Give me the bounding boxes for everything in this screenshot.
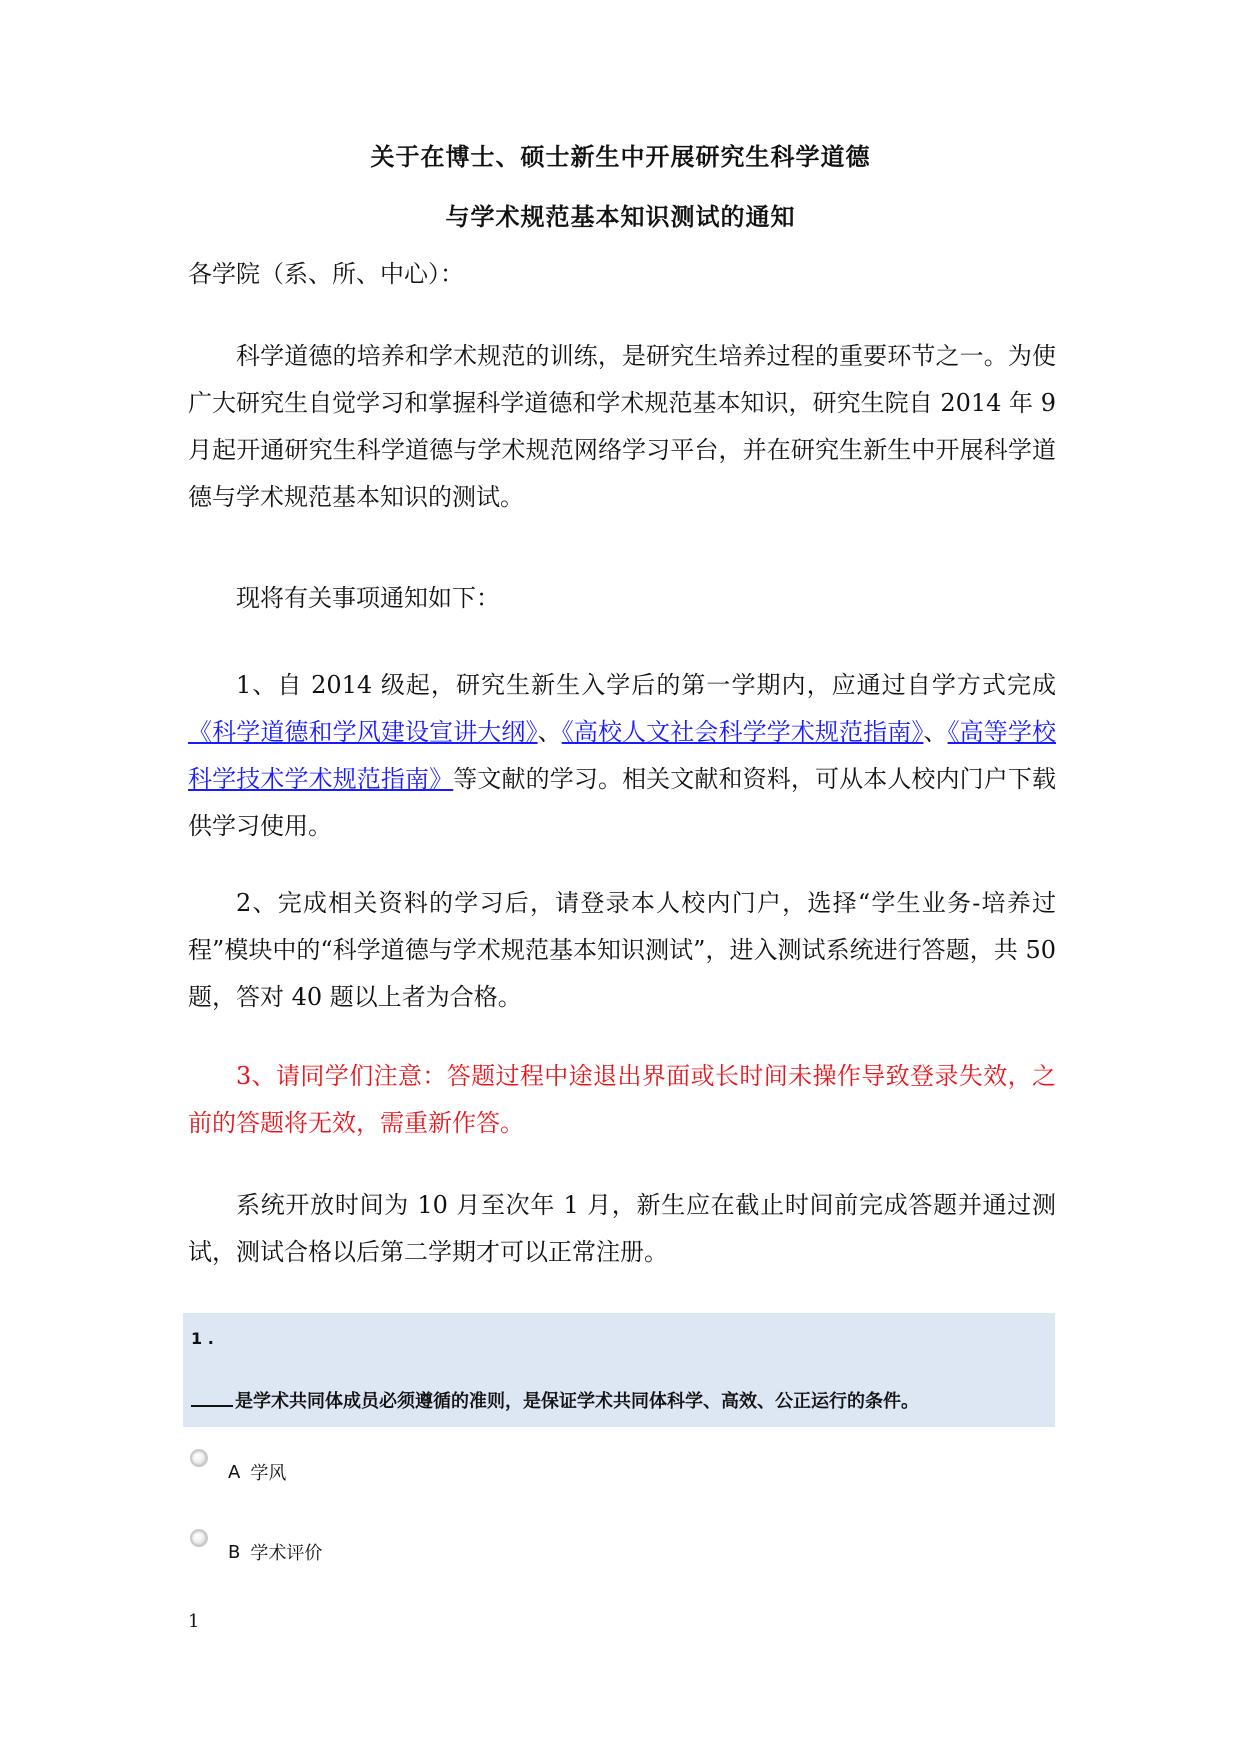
option-letter: A <box>228 1461 241 1483</box>
radio-icon[interactable] <box>190 1529 208 1547</box>
item-3-warning: 3、请同学们注意：答题过程中途退出界面或长时间未操作导致登录失效，之前的答题将无效，需重新作答。 <box>188 1062 1056 1137</box>
item-1-sep-1: 、 <box>537 718 562 746</box>
option-b[interactable] <box>190 1537 322 1567</box>
schedule-paragraph: 系统开放时间为 10 月至次年 1 月，新生应在截止时间前完成答题并通过测试，测试合格以后第二学期才可以正常注册。 <box>188 1191 1056 1266</box>
quiz-question-panel <box>183 1313 1055 1427</box>
option-a[interactable] <box>190 1457 286 1487</box>
item-2-paragraph: 2、完成相关资料的学习后，请登录本人校内门户，选择“学生业务-培养过程”模块中的“科学道德与学术规范基本知识测试”，进入测试系统进行答题，共 50 题，答对 40 题以上者为合格。 <box>188 889 1056 1011</box>
link-humanities-guide[interactable]: 《高校人文社会科学学术规范指南》 <box>561 718 924 746</box>
option-letter: B <box>228 1541 241 1563</box>
radio-icon[interactable] <box>190 1449 208 1467</box>
link-ethics-outline[interactable]: 《科学道德和学风建设宣讲大纲》 <box>188 718 538 746</box>
answer-blank <box>191 1387 233 1407</box>
link-science-tech-guide[interactable]: 《高等学校科学技术学术规范指南》 <box>188 718 1057 793</box>
question-number: 1 . <box>191 1329 214 1348</box>
question-text <box>191 1387 919 1413</box>
item-1-sep-2: 、 <box>923 718 948 746</box>
option-text: 学术评价 <box>250 1543 323 1564</box>
item-1-suffix: 等文献的学习。相关文献和资料，可从本人校内门户下载供学习使用。 <box>188 765 1057 840</box>
title-line-2: 与学术规范基本知识测试的通知 <box>445 203 796 231</box>
title-line-1: 关于在博士、硕士新生中开展研究生科学道德 <box>370 143 871 171</box>
salutation: 各学院（系、所、中心）： <box>188 260 464 288</box>
notice-lead: 现将有关事项通知如下： <box>236 584 500 612</box>
option-text: 学风 <box>250 1463 287 1484</box>
intro-paragraph: 科学道德的培养和学术规范的训练，是研究生培养过程的重要环节之一。为使广大研究生自觉学习和掌握科学道德和学术规范基本知识，研究生院自 2014 年 9 月起开通研究生科学道德与学术规范网络学习平台，并在研究生新生中开展科学道德与学术规范基本知识的测试。 <box>188 342 1056 511</box>
page-number: 1 <box>188 1611 200 1632</box>
item-1-prefix: 1、自 2014 级起，研究生新生入学后的第一学期内，应通过自学方式完成 <box>236 671 1056 699</box>
item-1-paragraph <box>188 662 1056 850</box>
question-stem: 是学术共同体成员必须遵循的准则，是保证学术共同体科学、高效、公正运行的条件。 <box>235 1391 919 1412</box>
